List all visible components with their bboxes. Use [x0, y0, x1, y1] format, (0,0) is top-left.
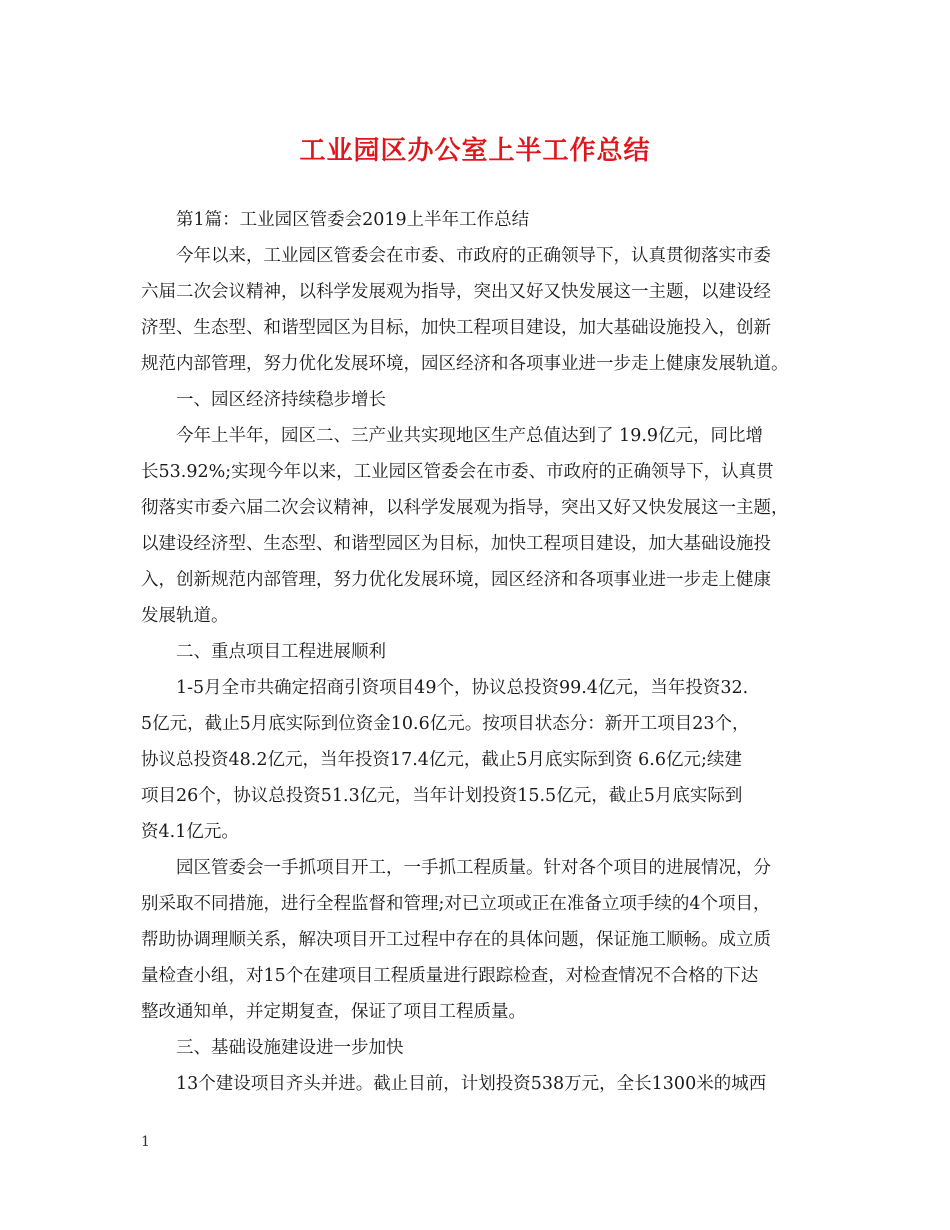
paragraph-line: 5亿元，截止5月底实际到位资金10.6亿元。按项目状态分：新开工项目23个，	[141, 714, 750, 734]
paragraph-line: 资4.1亿元。	[141, 822, 239, 842]
section-heading: 三、基础设施建设进一步加快	[176, 1038, 404, 1058]
paragraph-line: 彻落实市委六届二次会议精神，以科学发展观为指导，突出又好又快发展这一主题，	[141, 498, 789, 518]
paragraph-line: 今年上半年，园区二、三产业共实现地区生产总值达到了 19.9亿元，同比增	[176, 426, 764, 446]
paragraph-line: 济型、生态型、和谐型园区为目标，加快工程项目建设，加大基础设施投入，创新	[141, 318, 771, 338]
page-number: 1	[141, 1134, 150, 1150]
document-title: 工业园区办公室上半工作总结	[299, 136, 651, 166]
paragraph-line: 园区管委会一手抓项目开工，一手抓工程质量。针对各个项目的进展情况，分	[176, 858, 771, 878]
paragraph-line: 帮助协调理顺关系，解决项目开工过程中存在的具体问题，保证施工顺畅。成立质	[141, 930, 771, 950]
section-heading: 第1篇：工业园区管委会2019上半年工作总结	[176, 210, 530, 230]
section-heading: 二、重点项目工程进展顺利	[176, 642, 386, 662]
paragraph-line: 整改通知单，并定期复查，保证了项目工程质量。	[141, 1002, 526, 1022]
paragraph-line: 量检查小组，对15个在建项目工程质量进行跟踪检查，对检查情况不合格的下达	[141, 966, 759, 986]
paragraph-line: 长53.92%;实现今年以来，工业园区管委会在市委、市政府的正确领导下，认真贯	[141, 462, 774, 482]
paragraph-line: 别采取不同措施，进行全程监督和管理;对已立项或正在准备立项手续的4个项目，	[141, 894, 771, 914]
paragraph-line: 项目26个，协议总投资51.3亿元，当年计划投资15.5亿元，截止5月底实际到	[141, 786, 743, 806]
paragraph-line: 规范内部管理，努力优化发展环境，园区经济和各项事业进一步走上健康发展轨道。	[141, 354, 789, 374]
paragraph-line: 以建设经济型、生态型、和谐型园区为目标，加快工程项目建设，加大基础设施投	[141, 534, 771, 554]
paragraph-line: 六届二次会议精神，以科学发展观为指导，突出又好又快发展这一主题，以建设经	[141, 282, 771, 302]
paragraph-line: 今年以来，工业园区管委会在市委、市政府的正确领导下，认真贯彻落实市委	[176, 246, 771, 266]
paragraph-line: 发展轨道。	[141, 606, 229, 626]
paragraph-line: 协议总投资48.2亿元，当年投资17.4亿元，截止5月底实际到资 6.6亿元;续建	[141, 750, 742, 770]
section-heading: 一、园区经济持续稳步增长	[176, 390, 386, 410]
document-body	[141, 202, 815, 1102]
paragraph-line: 13个建设项目齐头并进。截止目前，计划投资538万元，全长1300米的城西	[176, 1074, 767, 1094]
paragraph-line: 入，创新规范内部管理，努力优化发展环境，园区经济和各项事业进一步走上健康	[141, 570, 771, 590]
paragraph-line: 1-5月全市共确定招商引资项目49个，协议总投资99.4亿元，当年投资32.	[176, 678, 749, 698]
